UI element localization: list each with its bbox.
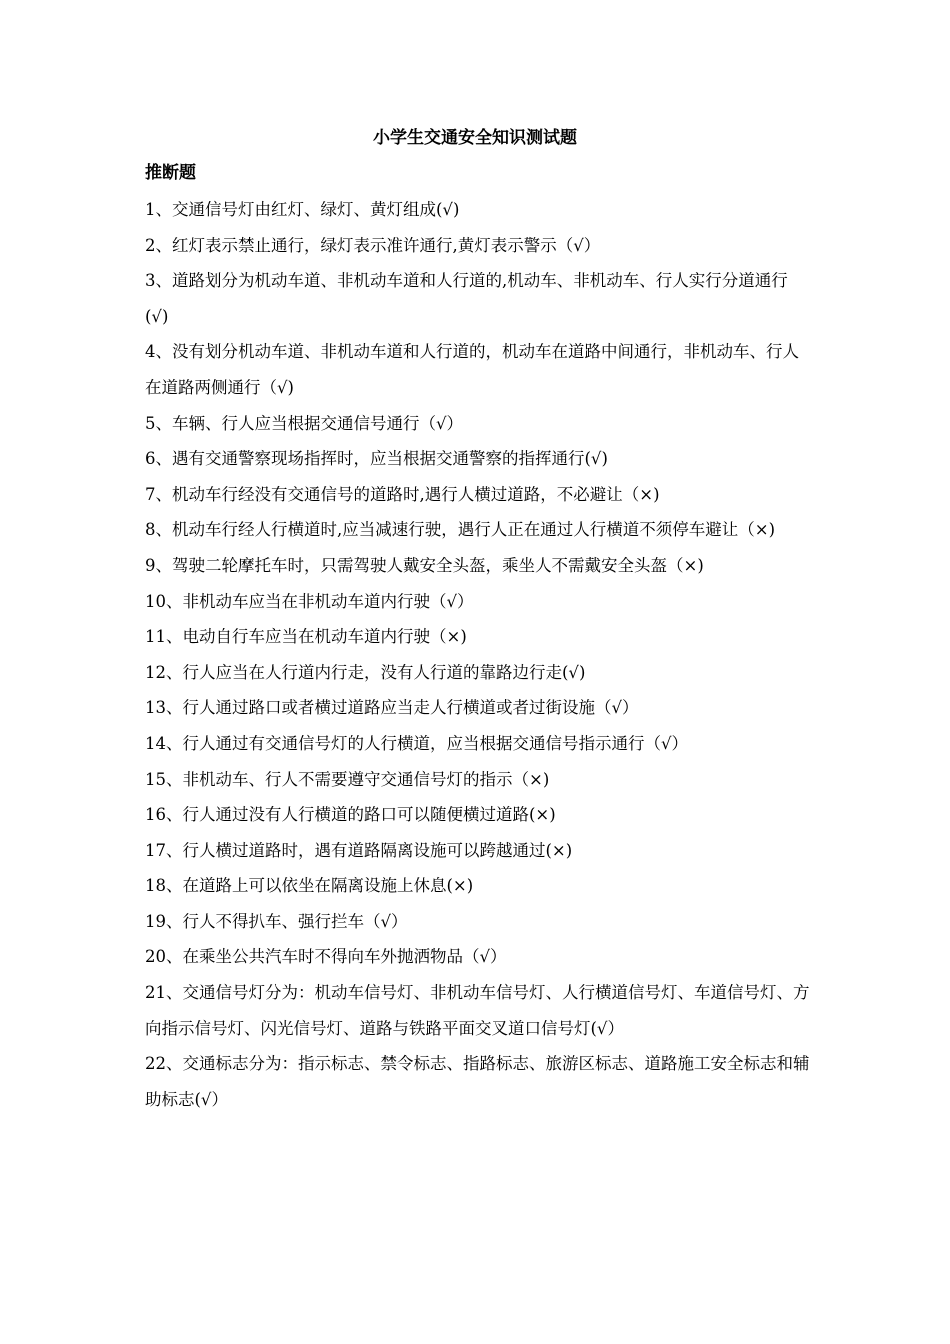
- question-item: 20、在乘坐公共汽车时不得向车外抛洒物品（√）: [145, 947, 507, 967]
- question-item: 3、道路划分为机动车道、非机动车道和人行道的,机动车、非机动车、行人实行分道通行(√): [145, 271, 788, 326]
- question-item: 1、交通信号灯由红灯、绿灯、黄灯组成(√): [145, 200, 460, 219]
- question-item: 22、交通标志分为：指示标志、禁令标志、指路标志、旅游区标志、道路施工安全标志和辅助标志(√）: [145, 1054, 810, 1109]
- question-item: 15、非机动车、行人不需要遵守交通信号灯的指示（×): [145, 769, 550, 789]
- question-item: 9、驾驶二轮摩托车时，只需驾驶人戴安全头盔，乘坐人不需戴安全头盔（×): [145, 555, 704, 575]
- question-item: 2、红灯表示禁止通行，绿灯表示准许通行,黄灯表示警示（√）: [145, 235, 601, 255]
- question-item: 8、机动车行经人行横道时,应当减速行驶，遇行人正在通过人行横道不须停车避让（×): [145, 520, 776, 540]
- question-item: 19、行人不得扒车、强行拦车（√）: [145, 911, 408, 931]
- question-item: 17、行人横过道路时，遇有道路隔离设施可以跨越通过(×): [145, 840, 573, 860]
- question-item: 13、行人通过路口或者横过道路应当走人行横道或者过街设施（√）: [145, 698, 639, 718]
- section-heading: 推断题: [145, 163, 196, 183]
- question-item: 6、遇有交通警察现场指挥时，应当根据交通警察的指挥通行(√): [145, 449, 608, 469]
- question-item: 4、没有划分机动车道、非机动车道和人行道的，机动车在道路中间通行，非机动车、行人在道路两侧通行（√): [145, 342, 799, 397]
- document-title: 小学生交通安全知识测试题: [373, 128, 577, 148]
- question-list: [145, 192, 810, 1117]
- question-item: 7、机动车行经没有交通信号的道路时,遇行人横过道路，不必避让（×): [145, 484, 660, 504]
- question-item: 11、电动自行车应当在机动车道内行驶（×): [145, 627, 467, 647]
- question-item: 14、行人通过有交通信号灯的人行横道，应当根据交通信号指示通行（√）: [145, 733, 689, 753]
- question-item: 18、在道路上可以依坐在隔离设施上休息(×): [145, 876, 474, 896]
- question-item: 12、行人应当在人行道内行走，没有人行道的靠路边行走(√): [145, 662, 586, 682]
- question-item: 21、交通信号灯分为：机动车信号灯、非机动车信号灯、人行横道信号灯、车道信号灯、方向指示信号灯、闪光信号灯、道路与铁路平面交叉道口信号灯(√）: [145, 983, 810, 1038]
- question-item: 5、车辆、行人应当根据交通信号通行（√）: [145, 413, 464, 433]
- question-item: 16、行人通过没有人行横道的路口可以随便横过道路(×): [145, 805, 556, 825]
- question-item: 10、非机动车应当在非机动车道内行驶（√）: [145, 591, 474, 611]
